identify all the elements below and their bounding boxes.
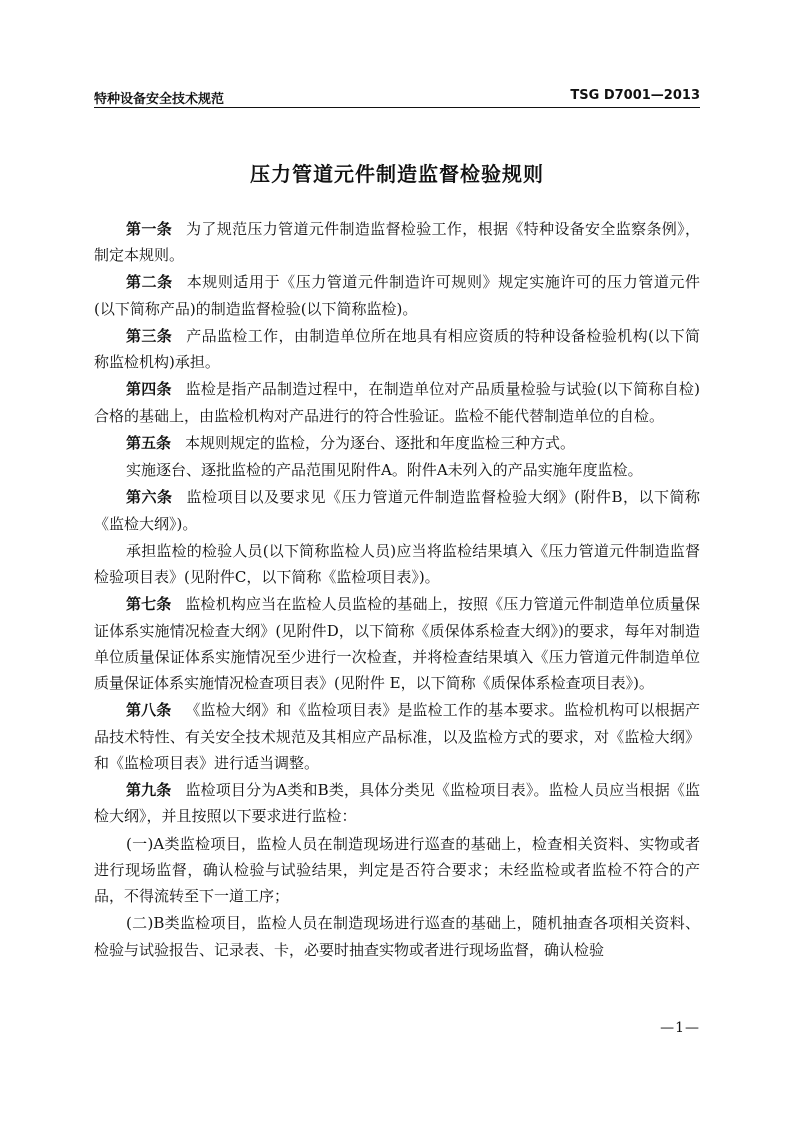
- paragraph-text: 监检项目以及要求见《压力管道元件制造监督检验大纲》(附件B，以下简称《监检大纲》)。: [94, 488, 700, 533]
- header-divider: [94, 107, 700, 108]
- paragraph-4: [94, 376, 700, 429]
- header-spec-code: TSG D7001—2013: [570, 88, 700, 103]
- page-header: [94, 84, 700, 106]
- paragraph-13: [94, 910, 700, 963]
- paragraph-text: 为了规范压力管道元件制造监督检验工作，根据《特种设备安全监察条例》，制定本规则。: [94, 220, 700, 265]
- document-body: [94, 216, 700, 964]
- paragraph-text: 承担监检的检验人员(以下简称监检人员)应当将监检结果填入《压力管道元件制造监督检验项目表》(见附件C，以下简称《监检项目表》)。: [94, 541, 700, 587]
- paragraph-text: (二)B类监检项目，监检人员在制造现场进行巡查的基础上，随机抽查各项相关资料、检验与试验报告、记录表、卡，必要时抽查实物或者进行现场监督，确认检验: [94, 914, 700, 959]
- article-label: 第三条: [126, 326, 173, 345]
- paragraph-text: 本规则适用于《压力管道元件制造许可规则》规定实施许可的压力管道元件(以下简称产品)的制造监督检验(以下简称监检)。: [94, 273, 700, 318]
- article-label: 第二条: [126, 273, 173, 292]
- paragraph-text: 监检机构应当在监检人员监检的基础上，按照《压力管道元件制造单位质量保证体系实施情况检查大纲》(见附件D，以下简称《质保体系检查大纲》)的要求，每年对制造单位质量保证体系实施情况至少进行一次检查，并将检查结果填入《压力管道元件制造单位质量保证体系实施情况检查项目表》(见附件 E，以下简称《质保体系检查项目表》)。: [94, 595, 700, 693]
- paragraph-text: (一)A类监检项目，监检人员在制造现场进行巡查的基础上，检查相关资料、实物或者进行现场监督，确认检验与试验结果，判定是否符合要求；未经监检或者监检不符合的产品，不得流转至下一道工序；: [94, 834, 700, 906]
- paragraph-text: 产品监检工作，由制造单位所在地具有相应资质的特种设备检验机构(以下简称监检机构)承担。: [94, 326, 700, 372]
- article-label: 第八条: [126, 701, 172, 720]
- paragraph-7: [94, 484, 700, 537]
- article-label: 第六条: [126, 488, 173, 507]
- paragraph-text: 《监检大纲》和《监检项目表》是监检工作的基本要求。监检机构可以根据产品技术特性、有关安全技术规范及其相应产品标准，以及监检方式的要求，对《监检大纲》和《监检项目表》进行适当调整。: [94, 701, 700, 772]
- paragraph-11: [94, 777, 700, 830]
- article-label: 第一条: [126, 220, 173, 238]
- paragraph-5: [94, 430, 700, 456]
- paragraph-10: [94, 697, 700, 776]
- header-spec-series: 特种设备安全技术规范: [94, 92, 225, 107]
- paragraph-6: [94, 457, 700, 483]
- document-title: 压力管道元件制造监督检验规则: [250, 162, 544, 186]
- article-label: 第九条: [126, 781, 172, 800]
- paragraph-12: [94, 831, 700, 910]
- page-number: —1—: [660, 1020, 700, 1036]
- paragraph-1: [94, 216, 700, 269]
- paragraph-8: [94, 538, 700, 591]
- paragraph-text: 实施逐台、逐批监检的产品范围见附件A。附件A未列入的产品实施年度监检。: [126, 461, 643, 480]
- paragraph-text: 监检是指产品制造过程中，在制造单位对产品质量检验与试验(以下简称自检)合格的基础上，由监检机构对产品进行的符合性验证。监检不能代替制造单位的自检。: [94, 380, 700, 425]
- article-label: 第五条: [126, 433, 172, 452]
- paragraph-3: [94, 323, 700, 376]
- article-label: 第七条: [126, 595, 172, 614]
- paragraph-2: [94, 269, 700, 322]
- paragraph-text: 本规则规定的监检，分为逐台、逐批和年度监检三种方式。: [185, 433, 576, 452]
- article-label: 第四条: [126, 380, 172, 399]
- paragraph-9: [94, 591, 700, 696]
- paragraph-text: 监检项目分为A类和B类，具体分类见《监检项目表》。监检人员应当根据《监检大纲》，并且按照以下要求进行监检：: [94, 781, 700, 826]
